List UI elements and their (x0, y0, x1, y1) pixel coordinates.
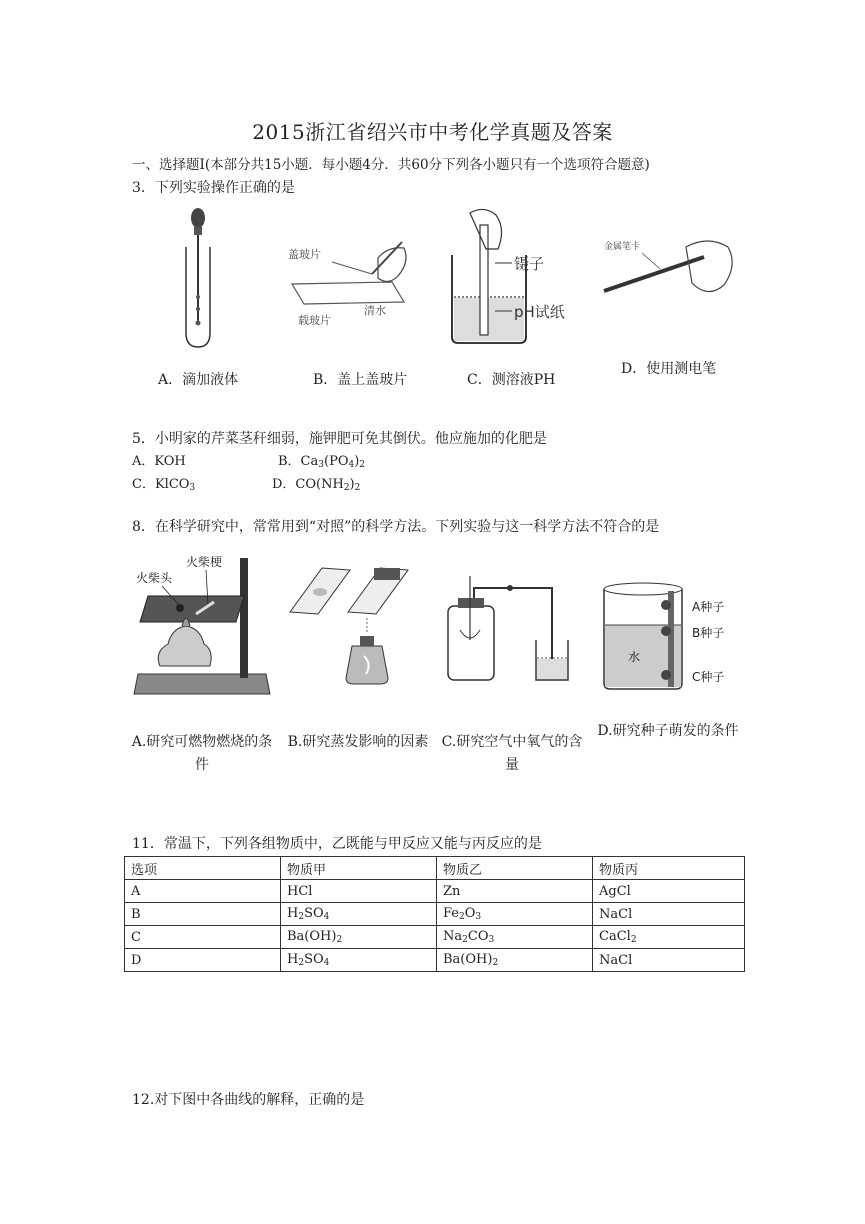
q3-figure-b-cover-slip (282, 232, 412, 332)
q3b-water-label: 清水 (364, 304, 386, 317)
q8d-water-label: 水 (628, 650, 641, 664)
q5-option-d: D．$CO(NH_2)_2$ (272, 477, 361, 493)
table-row (125, 949, 745, 972)
table-header-row (125, 857, 745, 880)
q3c-ph-paper-label: pH试纸 (514, 303, 565, 321)
page-title: 2015浙江省绍兴市中考化学真题及答案 (252, 120, 613, 144)
table-cell: HCl (281, 880, 437, 903)
q5-option-b: B．$Ca_3(PO_4)_2$ (278, 454, 366, 470)
q8d-seed-a-label: A种子 (692, 600, 725, 614)
q8-caption-c: C.研究空气中氧气的含量 (441, 734, 583, 773)
table-cell: A (125, 880, 281, 903)
question-8-stem: 8．在科学研究中，常常用到“对照”的科学方法。下列实验与这一科学方法不符合的是 (132, 519, 660, 535)
q3b-slide-label: 载玻片 (298, 314, 331, 327)
q3-option-c: C．测溶液PH (467, 372, 556, 388)
question-12-stem: 12.对下图中各曲线的解释，正确的是 (132, 1092, 365, 1108)
q8d-seed-c-label: C种子 (692, 670, 725, 684)
q3-figure-d-test-pen (600, 235, 740, 310)
question-5-stem: 5．小明家的芹菜茎秆细弱，施钾肥可免其倒伏。他应施加的化肥是 (132, 431, 547, 447)
q3-option-a: A．滴加液体 (158, 372, 239, 388)
q8a-match-head-label: 火柴头 (136, 571, 173, 585)
q8a-match-stick-label: 火柴梗 (186, 555, 223, 569)
q3c-tweezers-label: 镊子 (514, 255, 545, 273)
table-row (125, 926, 745, 949)
table-cell: $Fe_2O_3$ (437, 903, 593, 926)
table-cell: $H_2SO_4$ (281, 949, 437, 972)
q8-caption-a: A.研究可燃物燃烧的条件 (131, 734, 273, 773)
q3d-pen-tip-label: 金属笔卡 (604, 242, 641, 252)
section-heading: 一、选择题Ⅰ(本部分共15小题．每小题4分．共60分下列各小题只有一个选项符合题意) (132, 157, 650, 173)
q8-figure-c-oxygen-content (440, 570, 580, 690)
table-cell: $H_2SO_4$ (281, 903, 437, 926)
q3-option-d: D．使用测电笔 (621, 361, 717, 377)
table-cell: CaCl$_2$ (593, 926, 745, 949)
table-header: 物质甲 (281, 857, 437, 880)
table-cell: $Ba(OH)_2$ (437, 949, 593, 972)
question-3-stem: 3．下列实验操作正确的是 (132, 180, 295, 196)
table-cell: C (125, 926, 281, 949)
q8-figure-d-seeds (596, 575, 742, 695)
table-header: 物质乙 (437, 857, 593, 880)
q5-option-a: A．KOH (132, 454, 186, 469)
q8-figure-a-combustion (130, 548, 278, 704)
table-cell: AgCl (593, 880, 745, 903)
q3b-cover-slip-label: 盖玻片 (288, 248, 321, 261)
q8-figure-b-evaporation (286, 556, 418, 696)
table-row (125, 903, 745, 926)
question-11-stem: 11．常温下，下列各组物质中，乙既能与甲反应又能与丙反应的是 (132, 836, 542, 852)
q8-caption-d: D.研究种子萌发的条件 (597, 723, 739, 739)
table-cell: NaCl (593, 949, 745, 972)
q8d-seed-b-label: B种子 (692, 626, 725, 640)
q3-figure-a-dropper (170, 205, 230, 353)
table-cell: B (125, 903, 281, 926)
table-cell: D (125, 949, 281, 972)
table-cell: Zn (437, 880, 593, 903)
table-row (125, 880, 745, 903)
table-cell: NaCl (593, 903, 745, 926)
q5-option-c: C．KlCO$_3$ (132, 477, 196, 493)
table-header: 选项 (125, 857, 281, 880)
table-header: 物质丙 (593, 857, 745, 880)
q11-table (124, 856, 745, 972)
q8-caption-b: B.研究蒸发影响的因素 (287, 734, 429, 750)
q3-figure-c-ph-test (440, 205, 570, 347)
table-cell: $Ba(OH)_2$ (281, 926, 437, 949)
table-cell: $Na_2CO_3$ (437, 926, 593, 949)
q3-option-b: B．盖上盖玻片 (313, 372, 408, 388)
